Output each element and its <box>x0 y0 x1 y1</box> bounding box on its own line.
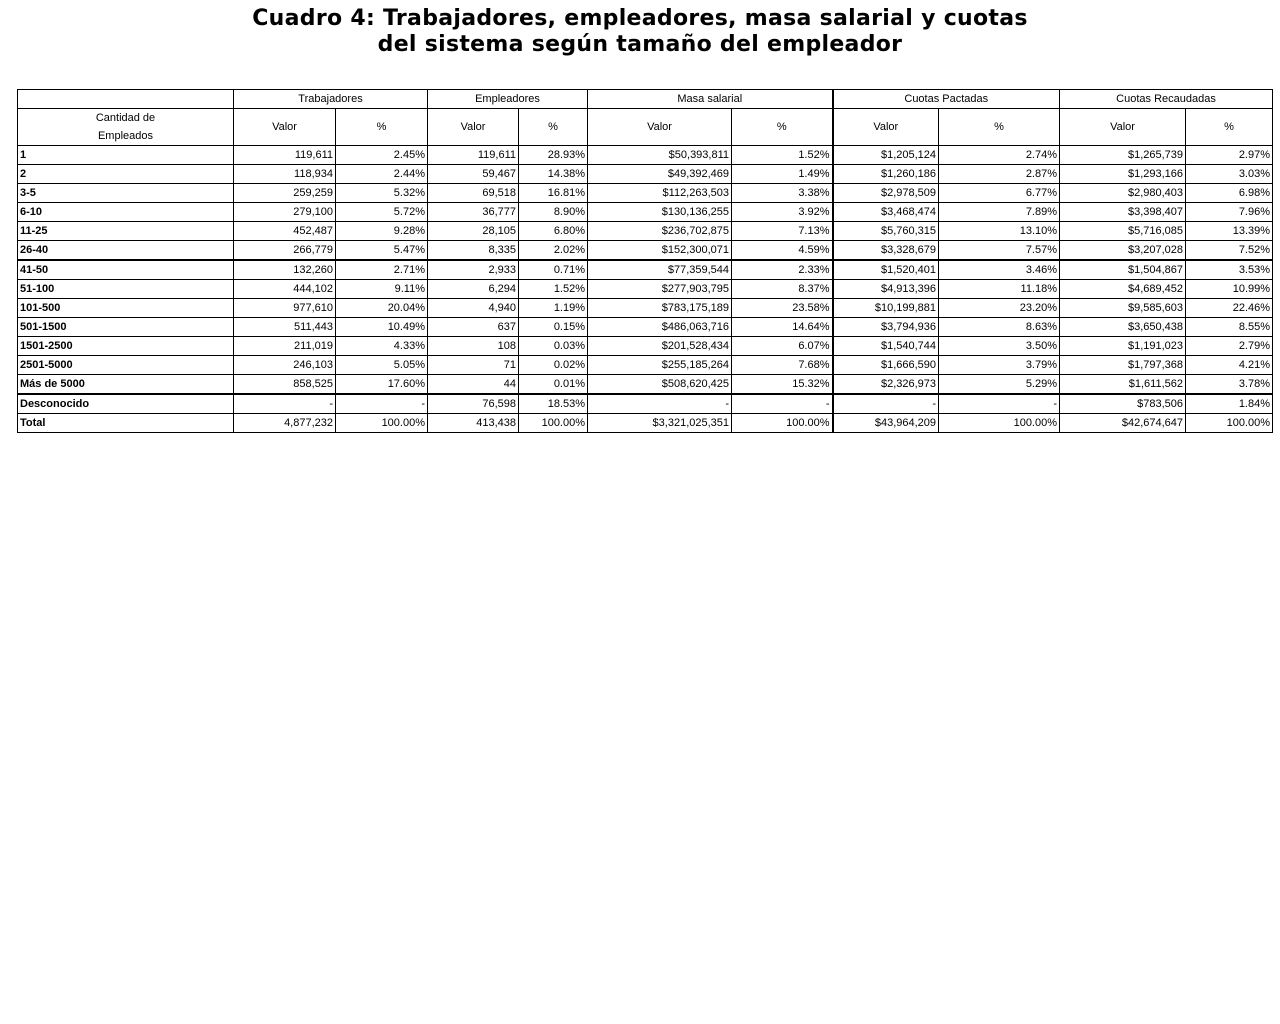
table-cell: 76,598 <box>428 394 519 414</box>
table-cell: $77,359,544 <box>588 260 732 280</box>
table-row <box>18 299 1273 318</box>
table-row <box>18 280 1273 299</box>
table-cell: 2.71% <box>336 260 428 280</box>
table-cell: 4,940 <box>428 299 519 318</box>
table-cell: 119,611 <box>428 146 519 165</box>
sub-header: Valor <box>588 109 732 146</box>
table-cell: 0.02% <box>519 356 588 375</box>
table-cell: $1,265,739 <box>1060 146 1186 165</box>
table-cell: - <box>939 394 1060 414</box>
table-cell: 9.28% <box>336 222 428 241</box>
sub-header: % <box>336 109 428 146</box>
table-row <box>18 146 1273 165</box>
row-label: 1 <box>18 146 234 165</box>
table-cell: 279,100 <box>234 203 336 222</box>
row-label: Total <box>18 414 234 433</box>
table-cell: 28.93% <box>519 146 588 165</box>
table-cell: 1.52% <box>732 146 833 165</box>
table-cell: $3,321,025,351 <box>588 414 732 433</box>
table-cell: 132,260 <box>234 260 336 280</box>
row-label: 41-50 <box>18 260 234 280</box>
table-cell: $236,702,875 <box>588 222 732 241</box>
table-cell: $1,540,744 <box>833 337 939 356</box>
table-cell: 2,933 <box>428 260 519 280</box>
table-cell: 2.97% <box>1186 146 1273 165</box>
table-cell: 100.00% <box>939 414 1060 433</box>
table-cell: 0.15% <box>519 318 588 337</box>
table-cell: 8.55% <box>1186 318 1273 337</box>
table-cell: 246,103 <box>234 356 336 375</box>
table-cell: 3.38% <box>732 184 833 203</box>
table-cell: 3.79% <box>939 356 1060 375</box>
sub-header: % <box>939 109 1060 146</box>
table-cell: 36,777 <box>428 203 519 222</box>
table-cell: $783,506 <box>1060 394 1186 414</box>
table-cell: $50,393,811 <box>588 146 732 165</box>
table-cell: 11.18% <box>939 280 1060 299</box>
table-cell: $2,978,509 <box>833 184 939 203</box>
table-cell: 118,934 <box>234 165 336 184</box>
table-cell: $277,903,795 <box>588 280 732 299</box>
table-cell: 4,877,232 <box>234 414 336 433</box>
row-label: 501-1500 <box>18 318 234 337</box>
table-cell: 23.20% <box>939 299 1060 318</box>
group-header: Cuotas Recaudadas <box>1060 90 1273 109</box>
table-row <box>18 203 1273 222</box>
table-cell: 28,105 <box>428 222 519 241</box>
table-cell: 0.01% <box>519 375 588 395</box>
table-row <box>18 337 1273 356</box>
row-label: 3-5 <box>18 184 234 203</box>
table-row <box>18 318 1273 337</box>
table-cell: 17.60% <box>336 375 428 395</box>
table-cell: 18.53% <box>519 394 588 414</box>
table-cell: 413,438 <box>428 414 519 433</box>
sub-header: Valor <box>234 109 336 146</box>
table-cell: 6.77% <box>939 184 1060 203</box>
table-row <box>18 394 1273 414</box>
table-cell: 977,610 <box>234 299 336 318</box>
table-cell: - <box>732 394 833 414</box>
table-row <box>18 184 1273 203</box>
table-cell: $43,964,209 <box>833 414 939 433</box>
table-cell: $9,585,603 <box>1060 299 1186 318</box>
title-line-2: del sistema según tamaño del empleador <box>377 32 903 57</box>
sub-header: Valor <box>428 109 519 146</box>
table-cell: 259,259 <box>234 184 336 203</box>
group-header: Cuotas Pactadas <box>833 90 1060 109</box>
table-cell: $1,504,867 <box>1060 260 1186 280</box>
row-label: 101-500 <box>18 299 234 318</box>
table-cell: 5.05% <box>336 356 428 375</box>
table-cell: $201,528,434 <box>588 337 732 356</box>
group-header: Empleadores <box>428 90 588 109</box>
table-cell: 14.64% <box>732 318 833 337</box>
row-label: 1501-2500 <box>18 337 234 356</box>
table-cell: 16.81% <box>519 184 588 203</box>
table-cell: 13.10% <box>939 222 1060 241</box>
row-label: 2501-5000 <box>18 356 234 375</box>
sub-header: Valor <box>1060 109 1186 146</box>
table-cell: $2,980,403 <box>1060 184 1186 203</box>
table-cell: $5,760,315 <box>833 222 939 241</box>
table-cell: $10,199,881 <box>833 299 939 318</box>
row-label: Más de 5000 <box>18 375 234 395</box>
table-cell: 266,779 <box>234 241 336 261</box>
table-cell: $49,392,469 <box>588 165 732 184</box>
row-header-label <box>18 109 234 146</box>
table-cell: $1,666,590 <box>833 356 939 375</box>
table-cell: 1.49% <box>732 165 833 184</box>
table-cell: 7.96% <box>1186 203 1273 222</box>
table-cell: - <box>833 394 939 414</box>
row-header-line-1: Cantidad de <box>95 112 156 124</box>
row-label: 26-40 <box>18 241 234 261</box>
table-row <box>18 260 1273 280</box>
table-cell: 15.32% <box>732 375 833 395</box>
table-cell: $486,063,716 <box>588 318 732 337</box>
sub-header-row <box>18 109 1273 146</box>
table-row <box>18 356 1273 375</box>
table-cell: 44 <box>428 375 519 395</box>
table-cell: 100.00% <box>732 414 833 433</box>
table-cell: 108 <box>428 337 519 356</box>
table-row <box>18 414 1273 433</box>
table-cell: 0.03% <box>519 337 588 356</box>
table-cell: 637 <box>428 318 519 337</box>
table-cell: 5.47% <box>336 241 428 261</box>
table-cell: 4.21% <box>1186 356 1273 375</box>
row-label: Desconocido <box>18 394 234 414</box>
table-cell: 7.57% <box>939 241 1060 261</box>
table-cell: 7.13% <box>732 222 833 241</box>
table-cell: 2.74% <box>939 146 1060 165</box>
table-cell: $3,794,936 <box>833 318 939 337</box>
table-cell: 6.07% <box>732 337 833 356</box>
page-title <box>0 6 1280 58</box>
table-cell: $4,913,396 <box>833 280 939 299</box>
table-cell: $42,674,647 <box>1060 414 1186 433</box>
sub-header: % <box>519 109 588 146</box>
title-line-1: Cuadro 4: Trabajadores, empleadores, masa salarial y cuotas <box>252 6 1028 31</box>
table-cell: 3.92% <box>732 203 833 222</box>
table-cell: $130,136,255 <box>588 203 732 222</box>
table-cell: $4,689,452 <box>1060 280 1186 299</box>
table-cell: 2.45% <box>336 146 428 165</box>
table-cell: 69,518 <box>428 184 519 203</box>
table-cell: 3.03% <box>1186 165 1273 184</box>
table-cell: $5,716,085 <box>1060 222 1186 241</box>
sub-header: Valor <box>833 109 939 146</box>
table-cell: 2.02% <box>519 241 588 261</box>
table-cell: 1.52% <box>519 280 588 299</box>
table-cell: $783,175,189 <box>588 299 732 318</box>
sub-header: % <box>1186 109 1273 146</box>
table-cell: $3,650,438 <box>1060 318 1186 337</box>
group-header: Masa salarial <box>588 90 833 109</box>
table-cell: $3,468,474 <box>833 203 939 222</box>
row-label: 51-100 <box>18 280 234 299</box>
table-cell: $3,207,028 <box>1060 241 1186 261</box>
table-cell: 8.63% <box>939 318 1060 337</box>
sub-header: % <box>732 109 833 146</box>
table-cell: 3.53% <box>1186 260 1273 280</box>
table-cell: 13.39% <box>1186 222 1273 241</box>
table-cell: $3,398,407 <box>1060 203 1186 222</box>
table-cell: 3.46% <box>939 260 1060 280</box>
table-cell: 22.46% <box>1186 299 1273 318</box>
table-cell: $1,205,124 <box>833 146 939 165</box>
table-cell: 2.44% <box>336 165 428 184</box>
table-cell: - <box>336 394 428 414</box>
table-cell: 10.49% <box>336 318 428 337</box>
table-cell: - <box>588 394 732 414</box>
table-cell: 5.32% <box>336 184 428 203</box>
table-cell: 6.98% <box>1186 184 1273 203</box>
blank-header-cell <box>18 90 234 109</box>
table-row <box>18 222 1273 241</box>
table-cell: 4.59% <box>732 241 833 261</box>
table-cell: $1,797,368 <box>1060 356 1186 375</box>
table-cell: 7.68% <box>732 356 833 375</box>
table-cell: 9.11% <box>336 280 428 299</box>
table-cell: 8.90% <box>519 203 588 222</box>
table-cell: 6.80% <box>519 222 588 241</box>
row-label: 6-10 <box>18 203 234 222</box>
table-cell: 444,102 <box>234 280 336 299</box>
data-table <box>17 89 1273 433</box>
table-cell: $1,191,023 <box>1060 337 1186 356</box>
table-cell: 10.99% <box>1186 280 1273 299</box>
table-cell: 4.33% <box>336 337 428 356</box>
table-cell: 20.04% <box>336 299 428 318</box>
row-label: 2 <box>18 165 234 184</box>
group-header-row <box>18 90 1273 109</box>
table-cell: 1.19% <box>519 299 588 318</box>
table-cell: 71 <box>428 356 519 375</box>
table-cell: 100.00% <box>336 414 428 433</box>
table-cell: 119,611 <box>234 146 336 165</box>
table-cell: 858,525 <box>234 375 336 395</box>
table-cell: 2.79% <box>1186 337 1273 356</box>
row-header-line-2: Empleados <box>97 130 154 142</box>
table-cell: 8.37% <box>732 280 833 299</box>
table-cell: 14.38% <box>519 165 588 184</box>
table-cell: $255,185,264 <box>588 356 732 375</box>
table-cell: 452,487 <box>234 222 336 241</box>
table-cell: $3,328,679 <box>833 241 939 261</box>
table-cell: 2.33% <box>732 260 833 280</box>
row-label: 11-25 <box>18 222 234 241</box>
table-row <box>18 165 1273 184</box>
table-cell: 5.29% <box>939 375 1060 395</box>
table-cell: $508,620,425 <box>588 375 732 395</box>
group-header: Trabajadores <box>234 90 428 109</box>
table-cell: $152,300,071 <box>588 241 732 261</box>
table-cell: 0.71% <box>519 260 588 280</box>
table-cell: $1,260,186 <box>833 165 939 184</box>
table-row <box>18 241 1273 261</box>
table-cell: 2.87% <box>939 165 1060 184</box>
table-cell: $112,263,503 <box>588 184 732 203</box>
table-cell: 7.89% <box>939 203 1060 222</box>
table-cell: $1,611,562 <box>1060 375 1186 395</box>
table-cell: 100.00% <box>1186 414 1273 433</box>
table-cell: 5.72% <box>336 203 428 222</box>
table-cell: 211,019 <box>234 337 336 356</box>
table-cell: 23.58% <box>732 299 833 318</box>
table-cell: 6,294 <box>428 280 519 299</box>
table-cell: - <box>234 394 336 414</box>
table-cell: 1.84% <box>1186 394 1273 414</box>
table-cell: 3.78% <box>1186 375 1273 395</box>
table-cell: 511,443 <box>234 318 336 337</box>
table-cell: $1,293,166 <box>1060 165 1186 184</box>
table-cell: 3.50% <box>939 337 1060 356</box>
table-cell: 8,335 <box>428 241 519 261</box>
table-cell: $2,326,973 <box>833 375 939 395</box>
table-cell: 7.52% <box>1186 241 1273 261</box>
table-cell: 100.00% <box>519 414 588 433</box>
table-row <box>18 375 1273 395</box>
table-cell: $1,520,401 <box>833 260 939 280</box>
table-cell: 59,467 <box>428 165 519 184</box>
